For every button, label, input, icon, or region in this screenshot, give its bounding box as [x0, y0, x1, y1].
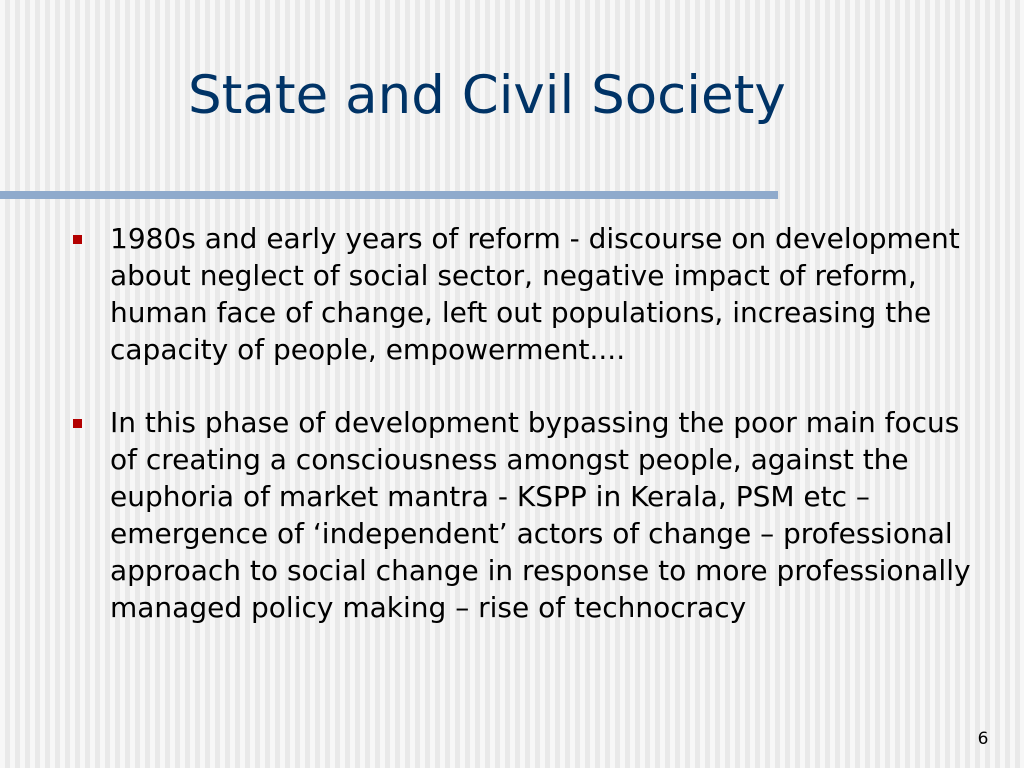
bullet-item — [110, 220, 990, 368]
bullet-list — [110, 220, 990, 662]
square-bullet-icon — [73, 419, 82, 428]
slide-number: 6 — [977, 729, 989, 749]
bullet-text: In this phase of development bypassing the poor main focus of creating a consciousness amongst people, against the euphoria of market mantra - KSPP in Kerala, PSM etc – emergence of ‘independent’ actors of change – professional approach to social change in response to more professionally managed policy making – rise of technocracy — [110, 406, 971, 624]
title-underline — [0, 191, 778, 199]
bullet-item — [110, 404, 990, 626]
square-bullet-icon — [73, 235, 82, 244]
bullet-text: 1980s and early years of reform - discourse on development about neglect of social sector, negative impact of reform, human face of change, left out populations, increasing the capacity of people, empowerment.... — [110, 222, 960, 366]
slide-title: State and Civil Society — [188, 65, 786, 126]
